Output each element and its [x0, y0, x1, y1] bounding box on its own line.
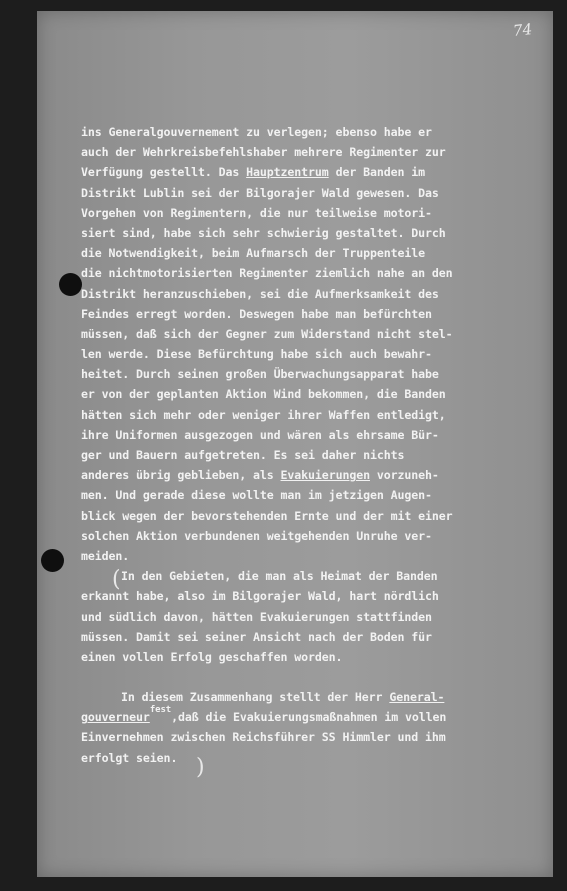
underlined-term: gouverneur — [81, 710, 150, 725]
text-line: einen vollen Erfolg geschaffen worden. — [81, 649, 343, 664]
text-line: Feindes erregt worden. Deswegen habe man befürchten — [81, 306, 432, 321]
text-line: solchen Aktion verbundenen weitgehenden Unruhe ver- — [81, 528, 432, 543]
paragraph-2 — [81, 566, 541, 667]
paragraph-1 — [81, 122, 541, 566]
text-line: Distrikt Lublin sei der Bilgorajer Wald gewesen. Das — [81, 185, 439, 200]
underlined-term: Hauptzentrum — [246, 165, 329, 180]
text-line: len werde. Diese Befürchtung habe sich auch bewahr- — [81, 347, 432, 362]
text-segment: In diesem Zusammenhang stellt der Herr — [121, 690, 390, 705]
handwritten-insertion: fest — [149, 705, 172, 716]
text-line: men. Und gerade diese wollte man im jetzigen Augen- — [81, 488, 432, 503]
margin-bracket-close: ) — [196, 755, 205, 780]
text-line: In den Gebieten, die man als Heimat der Banden — [121, 569, 438, 584]
text-line: die nichtmotorisierten Regimenter ziemlich nahe an den — [81, 266, 453, 281]
text-line — [81, 707, 541, 727]
text-segment: vorzuneh- — [369, 468, 439, 483]
text-segment: Verfügung gestellt. Das — [81, 165, 247, 180]
text-line: müssen, daß sich der Gegner zum Widerstand nicht stel- — [81, 326, 453, 341]
text-line: erkannt habe, also im Bilgorajer Wald, hart nördlich — [81, 589, 439, 604]
text-segment: ,daß die Evakuierungsmaßnahmen im vollen — [171, 710, 447, 725]
margin-bracket-open: ( — [112, 567, 121, 592]
text-line: siert sind, habe sich sehr schwierig gestaltet. Durch — [81, 225, 446, 240]
text-line: ins Generalgouvernement zu verlegen; ebenso habe er — [81, 125, 432, 139]
paragraph-3 — [81, 687, 541, 768]
punch-hole-bottom — [41, 549, 64, 572]
text-line — [81, 465, 541, 485]
text-line: müssen. Damit sei seiner Ansicht nach der Boden für — [81, 629, 432, 644]
text-line: meiden. — [81, 548, 130, 563]
text-line: er von der geplanten Aktion Wind bekommen, die Banden — [81, 387, 446, 402]
text-line: und südlich davon, hätten Evakuierungen stattfinden — [81, 609, 432, 624]
text-line — [81, 162, 541, 182]
text-line: hätten sich mehr oder weniger ihrer Waffen entledigt, — [81, 407, 446, 422]
text-line: die Notwendigkeit, beim Aufmarsch der Truppenteile — [81, 246, 426, 261]
underlined-term: General- — [389, 690, 445, 705]
text-segment: der Banden im — [328, 165, 426, 180]
text-line: Vorgehen von Regimentern, die nur teilweise motori- — [81, 205, 432, 220]
text-line: Einvernehmen zwischen Reichsführer SS Himmler und ihm — [81, 730, 446, 745]
text-segment: anderes übrig geblieben, als — [81, 468, 281, 483]
page-number: 74 — [512, 20, 533, 40]
text-line: Distrikt heranzuschieben, sei die Aufmerksamkeit des — [81, 286, 439, 301]
text-line: erfolgt seien. — [81, 750, 178, 765]
underlined-term: Evakuierungen — [280, 468, 370, 483]
text-line: ihre Uniformen ausgezogen und wären als ehrsame Bür- — [81, 427, 439, 442]
text-line: auch der Wehrkreisbefehlshaber mehrere Regimenter zur — [81, 145, 446, 160]
typewritten-text — [81, 122, 541, 768]
text-line: blick wegen der bevorstehenden Ernte und der mit einer — [81, 508, 453, 523]
text-line: heitet. Durch seinen großen Überwachungsapparat habe — [81, 367, 439, 382]
text-line: ger und Bauern aufgetreten. Es sei daher nichts — [81, 448, 405, 462]
paragraph-gap — [81, 667, 541, 687]
punch-hole-top — [59, 273, 82, 296]
